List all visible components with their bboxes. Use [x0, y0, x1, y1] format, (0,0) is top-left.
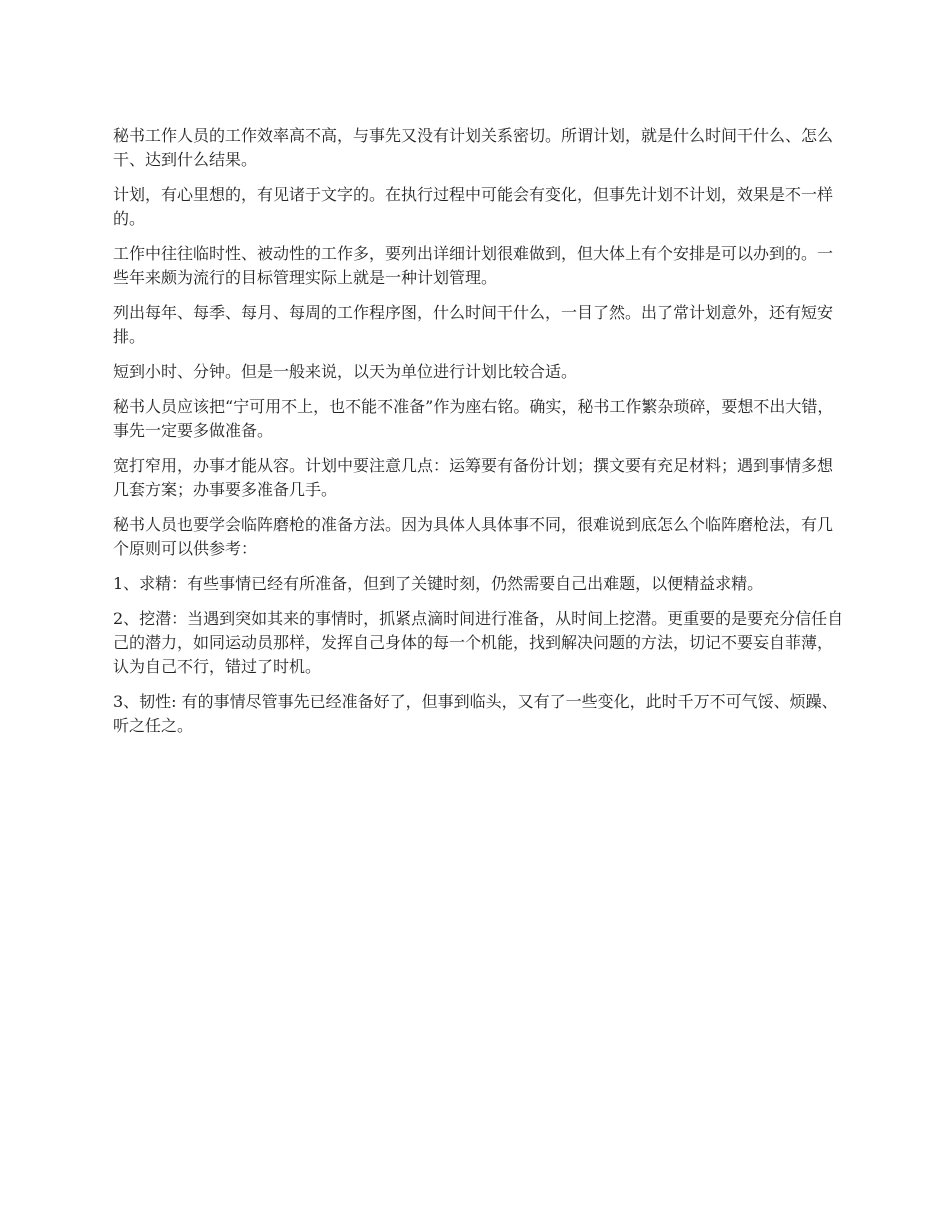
paragraph-preparation-points: 宽打窄用，办事才能从容。计划中要注意几点：运筹要有备份计划；撰文要有充足材料；遇到事情多想几套方案；办事要多准备几手。 [113, 456, 834, 499]
paragraph-last-minute-methods: 秘书人员也要学会临阵磨枪的准备方法。因为具体人具体事不同，很难说到底怎么个临阵磨枪法，有几个原则可以供参考： [113, 515, 834, 558]
list-item-potential: 2、挖潜：当遇到突如其来的事情时，抓紧点滴时间进行准备，从时间上挖潜。更重要的是要充分信任自己的潜力，如同运动员那样，发挥自己身体的每一个机能，找到解决问题的方法，切记不要妄自菲薄，认为自己不行，错过了时机。 [113, 609, 844, 676]
list-item-precision: 1、求精：有些事情已经有所准备，但到了关键时刻，仍然需要自己出难题，以便精益求精。 [113, 574, 764, 593]
paragraph-plan-types: 计划，有心里想的，有见诸于文字的。在执行过程中可能会有变化，但事先计划不计划，效果是不一样的。 [113, 185, 834, 228]
paragraph-motto: 秘书人员应该把“宁可用不上，也不能不准备”作为座右铭。确实，秘书工作繁杂琐碎，要想不出大错，事先一定要多做准备。 [113, 397, 834, 440]
paragraph-time-unit: 短到小时、分钟。但是一般来说，以天为单位进行计划比较合适。 [113, 362, 578, 381]
list-item-tenacity: 3、韧性: 有的事情尽管事先已经准备好了，但事到临头，又有了一些变化，此时千万不可气馁、烦躁、听之任之。 [113, 692, 838, 735]
paragraph-plan-efficiency: 秘书工作人员的工作效率高不高，与事先又没有计划关系密切。所谓计划，就是什么时间干什么、怎么干、达到什么结果。 [113, 126, 834, 169]
document-page [113, 124, 848, 749]
paragraph-temporary-work: 工作中往往临时性、被动性的工作多，要列出详细计划很难做到，但大体上有个安排是可以办到的。一些年来颇为流行的目标管理实际上就是一种计划管理。 [113, 244, 834, 287]
paragraph-work-chart: 列出每年、每季、每月、每周的工作程序图，什么时间干什么，一目了然。出了常计划意外，还有短安排。 [113, 303, 834, 346]
